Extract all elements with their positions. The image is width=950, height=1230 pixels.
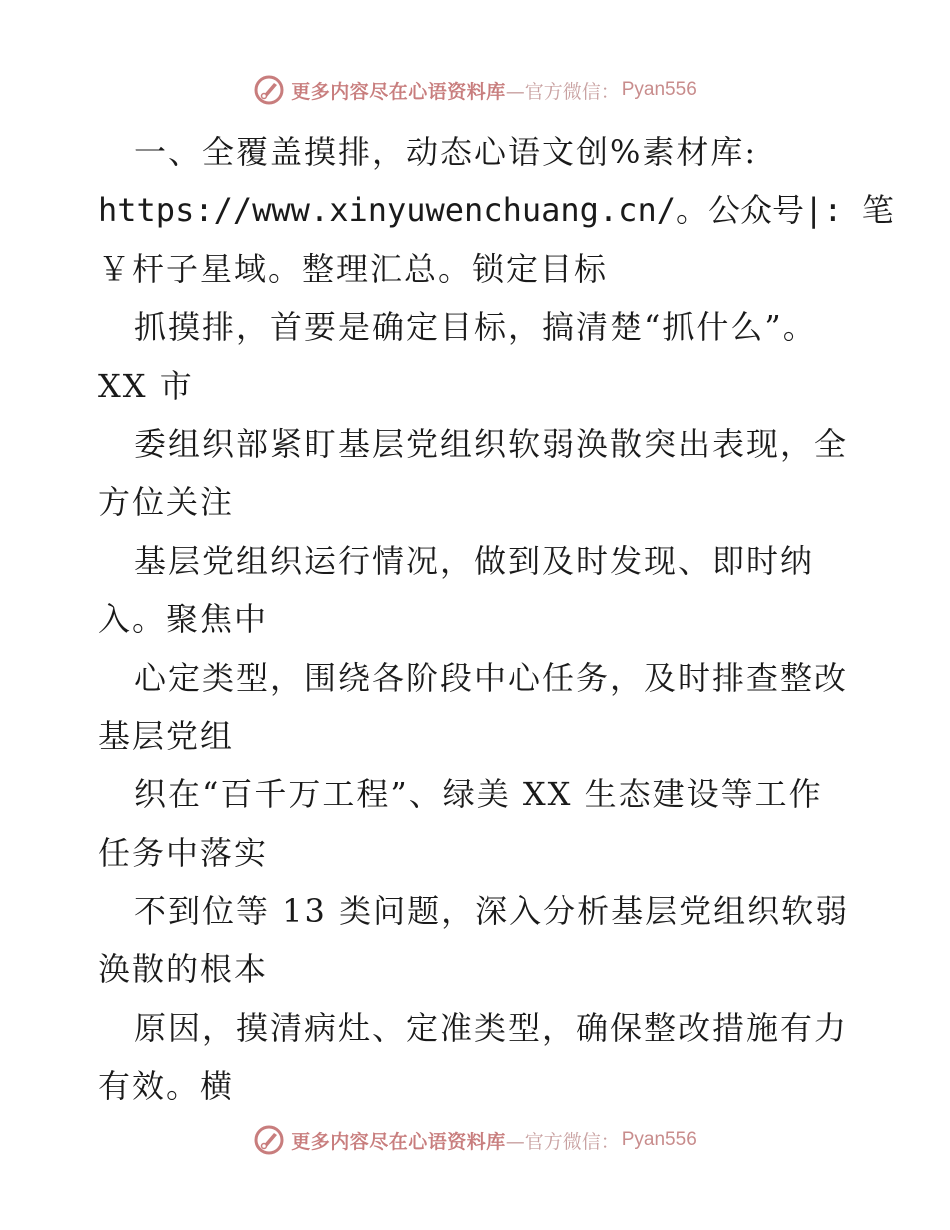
text-line: ￥杆子星域。整理汇总。锁定目标 [98, 249, 609, 288]
text-line: 原因，摸清病灶、定准类型，确保整改措施有力 [134, 1008, 849, 1047]
watermark-wechat-id: Pyan556 [621, 1129, 697, 1150]
text-line: 一、全覆盖摸排，动态心语文创%素材库: [134, 133, 758, 171]
text-line: 入。聚焦中 [98, 600, 269, 639]
watermark-wechat-id: Pyan556 [621, 79, 697, 100]
text-line: https://www.xinyuwenchuang.cn/。公众号|: 笔 [98, 191, 894, 230]
text-line: 基层党组 [98, 716, 235, 755]
watermark-tail-text: —官方微信： [505, 80, 620, 103]
text-line: 委组织部紧盯基层党组织软弱涣散突出表现，全 [134, 424, 849, 463]
text-line: 不到位等 13 类问题，深入分析基层党组织软弱 [134, 892, 850, 931]
text-line: 心定类型，围绕各阶段中心任务，及时排查整改 [134, 658, 849, 697]
text-line: 基层党组织运行情况，做到及时发现、即时纳 [134, 541, 815, 580]
brush-logo-icon [253, 1124, 285, 1156]
watermark-banner-top [0, 72, 950, 108]
text-line: 有效。横 [98, 1067, 235, 1106]
watermark-main-text: 更多内容尽在心语资料库 [291, 1130, 506, 1153]
text-line: 涣散的根本 [98, 950, 269, 989]
text-line: 任务中落实 [98, 833, 269, 872]
brush-logo-icon [253, 74, 285, 106]
document-body [98, 123, 894, 1116]
text-line: 方位关注 [98, 483, 235, 522]
text-line: XX 市 [98, 366, 194, 405]
watermark-tail-text: —官方微信： [505, 1130, 620, 1153]
text-line: 织在“百千万工程”、绿美 XX 生态建设等工作 [134, 775, 823, 814]
text-line: 抓摸排，首要是确定目标，搞清楚“抓什么”。 [134, 308, 817, 347]
watermark-main-text: 更多内容尽在心语资料库 [291, 80, 506, 103]
watermark-banner-bottom [0, 1122, 950, 1158]
